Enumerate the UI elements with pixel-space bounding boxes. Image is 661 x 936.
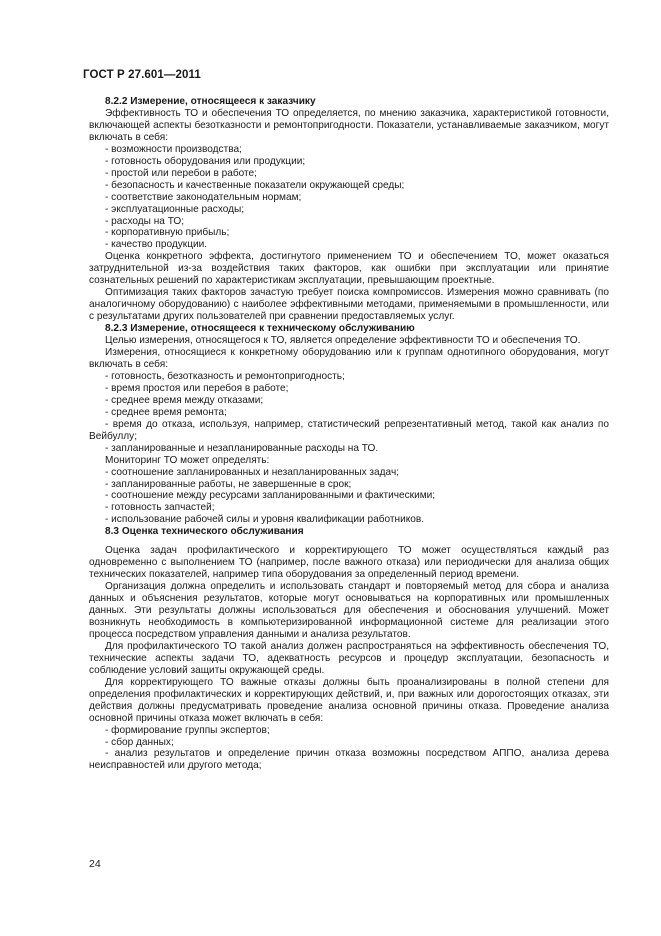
list-item: - готовность запчастей; bbox=[105, 502, 215, 514]
page-number: 24 bbox=[89, 858, 101, 870]
list-item: - соответствие законодательным нормам; bbox=[105, 191, 302, 203]
paragraph: Мониторинг ТО может определять: bbox=[105, 454, 270, 466]
list-item: - качество продукции. bbox=[105, 239, 208, 251]
list-item: - использование рабочей силы и уровня квалификации работников. bbox=[105, 514, 425, 526]
document-body bbox=[89, 96, 609, 772]
paragraph: Оптимизация таких факторов зачастую требует поиска компромиссов. Измерения можно сравнивать (по аналогичному оборудованию) с наиболее эффективными методами, применяемыми в промышленности, или с результатами других пользователей при сравнении предоставляемых услуг. bbox=[89, 287, 609, 323]
paragraph: Эффективность ТО и обеспечения ТО определяется, по мнению заказчика, характеристикой готовности, включающей аспекты безотказности и ремонтопригодности. Показатели, устанавливаемые заказчиком, могут включать в себя: bbox=[89, 107, 609, 143]
paragraph: Для профилактического ТО такой анализ должен распространяться на эффективность обеспечения ТО, технические аспекты задачи ТО, адекватность ресурсов и процедур эксплуатации, безопасность и соблюдение условий защиты окружающей среды. bbox=[89, 640, 609, 676]
list-item: - безопасность и качественные показатели окружающей среды; bbox=[105, 179, 405, 191]
list-item: - эксплуатационные расходы; bbox=[105, 203, 245, 215]
list-item: - время простоя или перебоя в работе; bbox=[105, 382, 289, 394]
list-item: - сбор данных; bbox=[105, 736, 174, 748]
paragraph: Оценка конкретного эффекта, достигнутого применением ТО и обеспечением ТО, может оказаться затруднительной из-за воздействия таких факторов, как ошибки при эксплуатации или принятие сознательных решений по характеристикам эксплуатации, превышающим проектные. bbox=[89, 251, 609, 287]
list-item: - возможности производства; bbox=[105, 143, 242, 155]
list-item: - расходы на ТО; bbox=[105, 215, 185, 227]
list-item: - среднее время между отказами; bbox=[105, 394, 264, 406]
section-heading-8-2-3: 8.2.3 Измерение, относящееся к техническому обслуживанию bbox=[105, 323, 415, 335]
list-item: - запланированные работы, не завершенные в срок; bbox=[105, 478, 352, 490]
list-item: - корпоративную прибыль; bbox=[105, 227, 230, 239]
paragraph: Измерения, относящиеся к конкретному оборудованию или к группам однотипного оборудования, могут включать в себя: bbox=[89, 347, 609, 370]
list-item: - среднее время ремонта; bbox=[105, 406, 227, 418]
list-item: - простой или перебои в работе; bbox=[105, 167, 257, 179]
paragraph: Оценка задач профилактического и корректирующего ТО может осуществляться каждый раз одновременно с выполнением ТО (например, после важного отказа) или периодически для анализа общих технических показателей, например типа оборудования за определенный период времени. bbox=[89, 545, 609, 581]
list-item: - формирование группы экспертов; bbox=[105, 724, 270, 736]
list-item: - готовность, безотказность и ремонтопригодность; bbox=[105, 370, 345, 382]
document-code: ГОСТ Р 27.601—2011 bbox=[83, 69, 201, 81]
list-item: - запланированные и незапланированные расходы на ТО. bbox=[105, 442, 379, 454]
list-item: - анализ результатов и определение причин отказа возможны посредством АППО, анализа дерева неисправностей или другого метода; bbox=[89, 748, 609, 772]
paragraph: Целью измерения, относящегося к ТО, является определение эффективности ТО и обеспечения ТО. bbox=[105, 335, 581, 347]
list-item: - соотношение между ресурсами запланированными и фактическими; bbox=[105, 490, 436, 502]
section-heading-8-2-2: 8.2.2 Измерение, относящееся к заказчику bbox=[105, 96, 316, 107]
list-item: - соотношение запланированных и незапланированных задач; bbox=[105, 466, 400, 478]
paragraph: Организация должна определить и использовать стандарт и повторяемый метод для сбора и анализа данных и объяснения результатов, которые могут основываться на корпоративных или промышленных данных. Эти результаты должны использоваться для обеспечения и обоснования улучшений. Может возникнуть необходимость в компьютеризированной информационной системе для реализации этого процесса посредством управления данными и анализа результатов. bbox=[89, 581, 609, 640]
list-item: - готовность оборудования или продукции; bbox=[105, 155, 306, 167]
section-heading-8-3: 8.3 Оценка технического обслуживания bbox=[105, 526, 304, 538]
list-item: - время до отказа, используя, например, статистический репрезентативный метод, такой как анализ по Вейбуллу; bbox=[89, 418, 609, 442]
paragraph: Для корректирующего ТО важные отказы должны быть проанализированы в полной степени для определения профилактических и корректирующих действий, и, при важных или дорогостоящих отказах, эти действия должны предусматривать проведение анализа основной причины отказа. Проведение анализа основной причины отказа может включать в себя: bbox=[89, 676, 609, 724]
